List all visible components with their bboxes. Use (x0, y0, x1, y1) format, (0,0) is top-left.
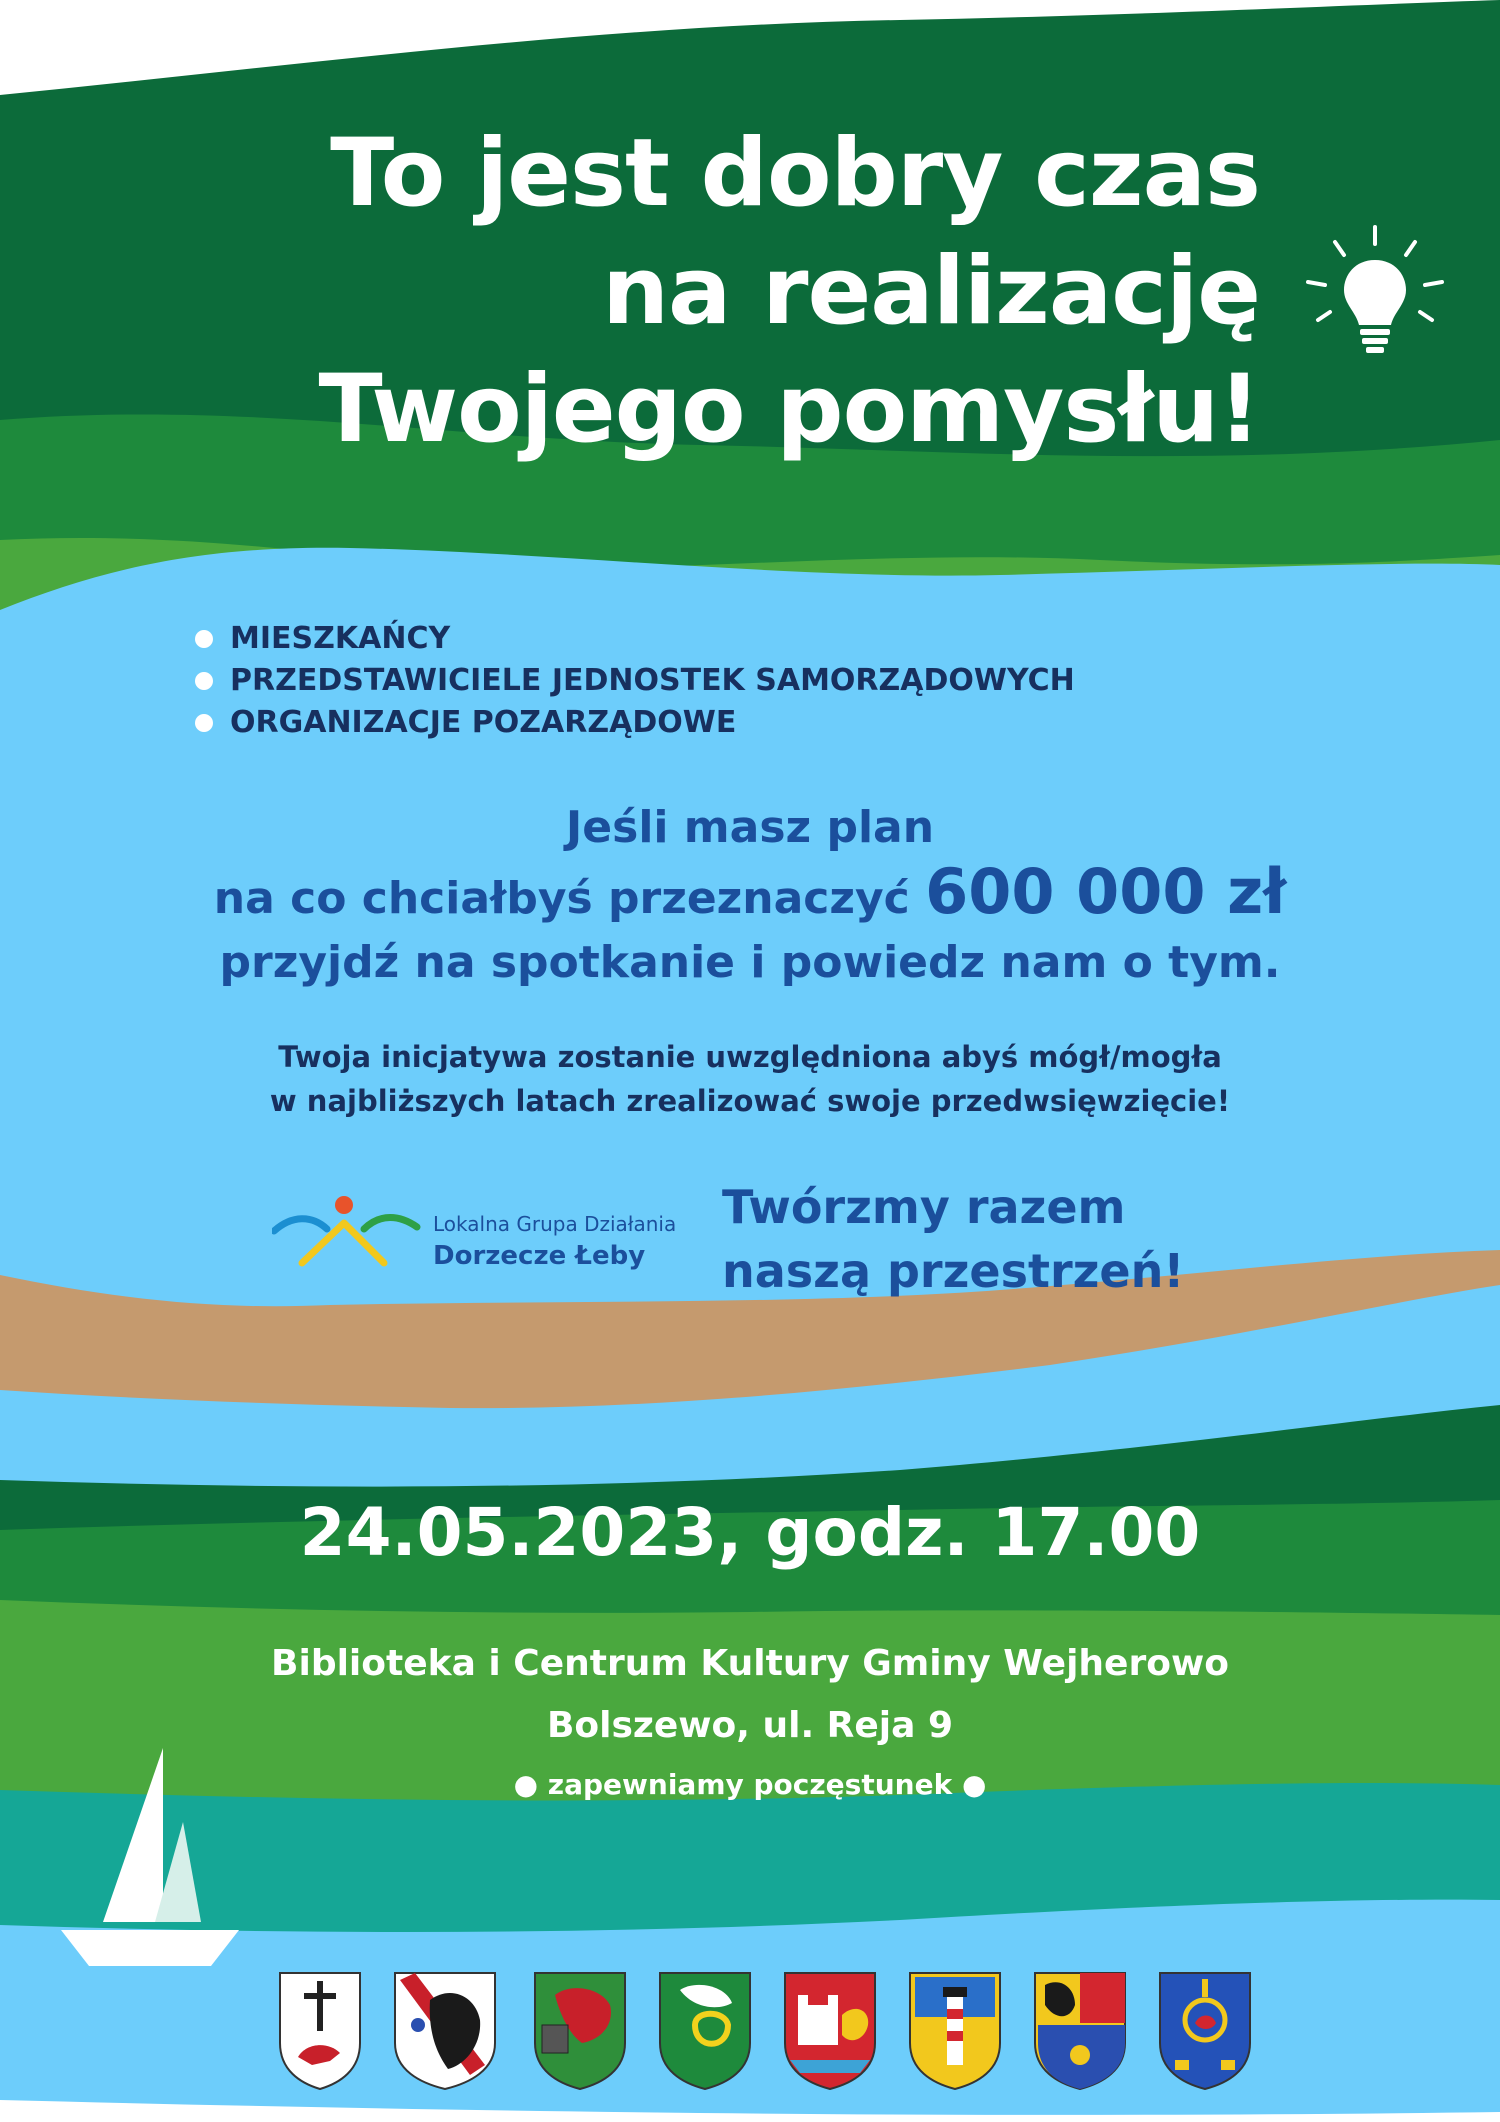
event-date: 24.05.2023, godz. 17.00 (299, 1494, 1201, 1571)
plan-line-2 (100, 855, 1400, 931)
lgd-name-line-2: Dorzecze Łeby (433, 1241, 646, 1271)
list-item-label: PRZEDSTAWICIELE JEDNOSTEK SAMORZĄDOWYCH (230, 663, 1075, 698)
audience-list (195, 618, 1075, 744)
slogan-line-1: Twórzmy razem (722, 1180, 1126, 1234)
list-item (195, 660, 1075, 702)
plan-amount: 600 000 zł (925, 855, 1287, 928)
initiative-line-1: Twoja inicjatywa zostanie uwzględniona abyś mógł/mogła (278, 1040, 1222, 1074)
list-item (195, 618, 1075, 660)
refreshments-note: ● zapewniamy poczęstunek ● (513, 1768, 987, 1801)
coat-of-arms-8 (1160, 1973, 1250, 2089)
plan-line-3: przyjdź na spotkanie i powiedz nam o tym. (219, 937, 1281, 988)
plan-line-1: Jeśli masz plan (565, 802, 935, 853)
title-line-2: na realizację (602, 237, 1260, 346)
coat-of-arms-5 (785, 1973, 875, 2089)
venue-line-2: Bolszewo, ul. Reja 9 (546, 1705, 954, 1746)
list-item (195, 702, 1075, 744)
bullet-icon (195, 630, 213, 648)
initiative-message (100, 1035, 1400, 1123)
lgd-name (433, 1208, 676, 1272)
coat-of-arms-1 (280, 1973, 360, 2089)
coat-of-arms-2 (395, 1973, 495, 2089)
coat-of-arms-7 (1035, 1973, 1125, 2089)
initiative-line-2: w najbliższych latach zrealizować swoje przedwsięwzięcie! (269, 1084, 1231, 1118)
sailboat-icon (55, 1740, 245, 1975)
event-venue (100, 1633, 1400, 1757)
slogan (722, 1175, 1184, 1303)
bullet-icon (195, 672, 213, 690)
plan-line-2-prefix: na co chciałbyś przeznaczyć (213, 873, 926, 924)
coat-of-arms-4 (660, 1973, 750, 2089)
coat-of-arms-3 (535, 1973, 625, 2089)
plan-message (100, 796, 1400, 995)
list-item-label: MIESZKAŃCY (230, 621, 451, 656)
page-title (150, 115, 1260, 469)
coat-of-arms-6 (910, 1973, 1000, 2089)
venue-line-1: Biblioteka i Centrum Kultury Gminy Wejherowo (271, 1643, 1229, 1684)
lgd-name-line-1: Lokalna Grupa Działania (433, 1212, 677, 1236)
bullet-icon (195, 714, 213, 732)
title-line-3: Twojego pomysłu! (318, 355, 1260, 464)
coats-of-arms-row (270, 1965, 1270, 2095)
light-bulb-icon (1300, 222, 1450, 372)
title-line-1: To jest dobry czas (330, 119, 1260, 228)
lgd-logo-icon (272, 1193, 422, 1273)
slogan-line-2: naszą przestrzeń! (722, 1244, 1185, 1298)
list-item-label: ORGANIZACJE POZARZĄDOWE (230, 705, 737, 740)
